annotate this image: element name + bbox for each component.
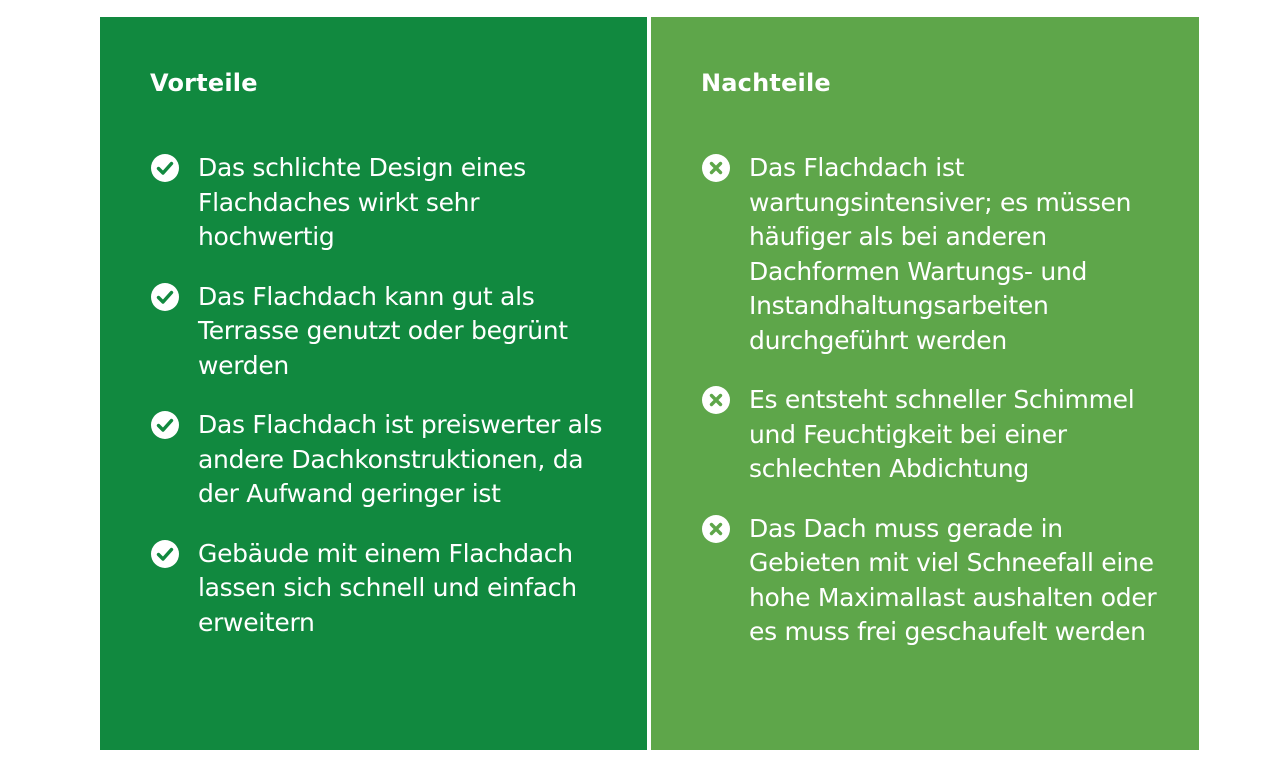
- comparison-table: [100, 17, 1199, 750]
- vorteile-list: [150, 151, 607, 640]
- vorteil-text: Das Flachdach ist preiswerter als andere Dachkonstruktionen, da der Aufwand geringer ist: [198, 410, 603, 508]
- vorteile-heading: Vorteile: [150, 69, 258, 97]
- nachteile-panel: [651, 17, 1199, 750]
- nachteil-text: Das Dach muss gerade in Gebieten mit viel Schneefall eine hohe Maximallast aushalten oder es muss frei geschaufelt werden: [749, 513, 1157, 646]
- list-item: [701, 383, 1163, 487]
- list-item: [150, 151, 607, 255]
- list-item: [150, 537, 607, 641]
- nachteil-text: Das Flachdach ist wartungsintensiver; es müssen häufiger als bei anderen Dachformen Wartungs- und Instandhaltungsarbeiten durchgeführt werden: [749, 153, 1132, 355]
- nachteile-heading: Nachteile: [701, 69, 831, 97]
- vorteil-text: Das schlichte Design eines Flachdaches wirkt sehr hochwertig: [198, 153, 526, 251]
- check-circle-icon: [150, 410, 180, 440]
- vorteil-text: Das Flachdach kann gut als Terrasse genutzt oder begrünt werden: [198, 281, 568, 380]
- check-circle-icon: [150, 153, 180, 183]
- nachteile-list: [701, 151, 1163, 650]
- list-item: [701, 512, 1163, 650]
- x-circle-icon: [701, 153, 731, 183]
- check-circle-icon: [150, 539, 180, 569]
- list-item: [150, 408, 607, 512]
- list-item: [701, 151, 1163, 358]
- vorteile-panel: [100, 17, 647, 750]
- x-circle-icon: [701, 385, 731, 415]
- nachteil-text: Es entsteht schneller Schimmel und Feuchtigkeit bei einer schlechten Abdichtung: [749, 385, 1135, 483]
- list-item: [150, 280, 607, 384]
- check-circle-icon: [150, 282, 180, 312]
- vorteil-text: Gebäude mit einem Flachdach lassen sich schnell und einfach erweitern: [198, 538, 577, 637]
- x-circle-icon: [701, 514, 731, 544]
